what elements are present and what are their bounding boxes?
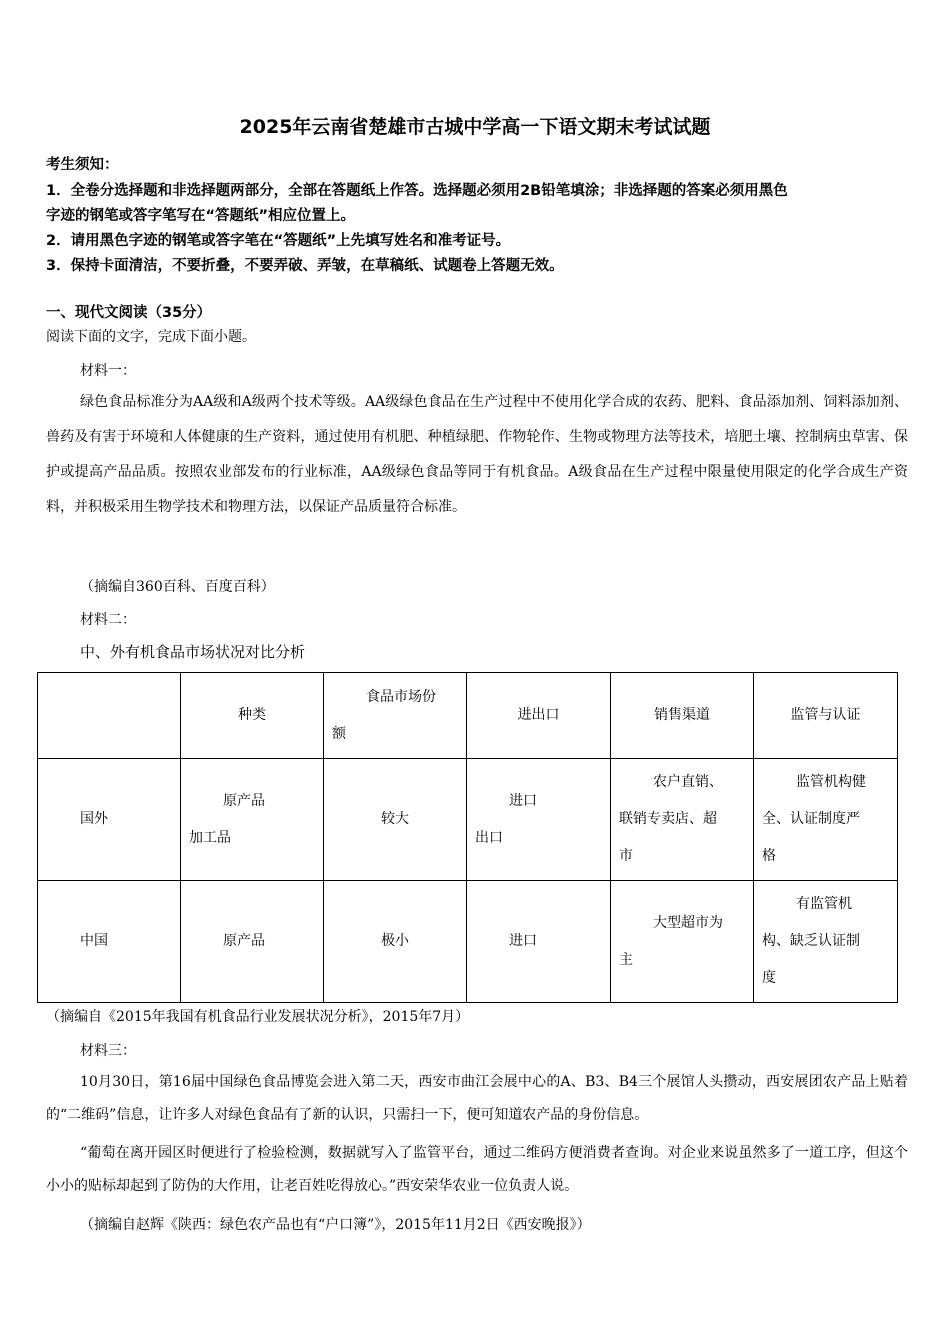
table-header-row bbox=[38, 673, 898, 759]
notice-item-1-line-2: 字迹的钢笔或答字笔写在“答题纸”相应位置上。 bbox=[46, 208, 356, 224]
notice-item-1-line-1: 1．全卷分选择题和非选择题两部分，全部在答题纸上作答。选择题必须用2B铅笔填涂；非选择题的答案必须用黑色 bbox=[46, 183, 788, 199]
section-heading-modern-reading: 一、现代文阅读（35分） bbox=[46, 305, 212, 321]
cell-channel-china-line-1: 大型超市为 bbox=[653, 914, 723, 931]
cell-channel-foreign-line-3: 市 bbox=[619, 848, 633, 864]
table-row-china bbox=[38, 881, 898, 1003]
material-1-label: 材料一： bbox=[80, 363, 136, 379]
cell-regulation-china-line-3: 度 bbox=[762, 970, 776, 986]
comparison-table bbox=[37, 672, 898, 1003]
table-row-foreign bbox=[38, 759, 898, 881]
cell-regulation-china-line-1: 有监管机 bbox=[796, 896, 852, 912]
material-1-text: 绿色食品标准分为AA级和A级两个技术等级。AA级绿色食品在生产过程中不使用化学合成的农药、肥料、食品添加剂、饲料添加剂、兽药及有害于环境和人体健康的生产资料，通过使用有机肥、种植绿肥、作物轮作、生物或物理方法等技术，培肥土壤、控制病虫草害、保护或提高产品品质。按照农业部发布的行业标准，AA级绿色食品等同于有机食品。A级食品在生产过程中限量使用限定的化学合成生产资料，并积极采用生物学技术和物理方法，以保证产品质量符合标准。 bbox=[46, 394, 908, 515]
cell-share-foreign: 较大 bbox=[324, 759, 467, 881]
reading-instruction: 阅读下面的文字，完成下面小题。 bbox=[46, 329, 256, 345]
material-2-label: 材料二： bbox=[80, 612, 136, 628]
header-share-line-2: 额 bbox=[332, 725, 346, 742]
cell-region-foreign: 国外 bbox=[38, 759, 181, 881]
material-2-source: （摘编自《2015年我国有机食品行业发展状况分析》，2015年7月） bbox=[46, 1009, 470, 1025]
header-cell-channel: 销售渠道 bbox=[611, 673, 754, 759]
notice-heading: 考生须知： bbox=[46, 157, 119, 173]
header-cell-type: 种类 bbox=[181, 673, 324, 759]
header-cell-empty bbox=[38, 673, 181, 759]
table-caption: 中、外有机食品市场状况对比分析 bbox=[80, 643, 306, 661]
cell-channel-foreign bbox=[611, 759, 754, 881]
cell-channel-foreign-line-1: 农户直销、 bbox=[653, 774, 723, 790]
header-share-line-1: 食品市场份 bbox=[366, 688, 436, 705]
cell-type-foreign-line-2: 加工品 bbox=[189, 829, 231, 846]
material-3-source: （摘编自赵辉《陕西：绿色农产品也有“户口簿”》，2015年11月2日《西安晚报》） bbox=[80, 1217, 591, 1233]
header-cell-regulation: 监管与认证 bbox=[754, 673, 898, 759]
cell-channel-china bbox=[611, 881, 754, 1003]
cell-type-foreign bbox=[181, 759, 324, 881]
header-cell-trade: 进出口 bbox=[467, 673, 611, 759]
header-cell-market-share bbox=[324, 673, 467, 759]
cell-channel-foreign-line-2: 联销专卖店、超 bbox=[619, 811, 717, 827]
cell-regulation-foreign-line-1: 监管机构健 bbox=[796, 774, 866, 790]
notice-item-3: 3．保持卡面清洁，不要折叠，不要弄破、弄皱，在草稿纸、试题卷上答题无效。 bbox=[46, 258, 564, 274]
cell-trade-foreign-line-2: 出口 bbox=[475, 829, 503, 846]
exam-title: 2025年云南省楚雄市古城中学高一下语文期末考试试题 bbox=[239, 116, 711, 138]
cell-type-foreign-line-1: 原产品 bbox=[223, 792, 265, 809]
cell-type-china: 原产品 bbox=[181, 881, 324, 1003]
cell-regulation-foreign-line-2: 全、认证制度严 bbox=[762, 811, 860, 827]
material-3-paragraph-2: “葡萄在离开园区时便进行了检验检测，数据就写入了监管平台，通过二维码方便消费者查询。对企业来说虽然多了一道工序，但这个小小的贴标却起到了防伪的大作用，让老百姓吃得放心。”西安荣华农业一位负责人说。 bbox=[46, 1145, 908, 1194]
notice-item-2: 2．请用黑色字迹的钢笔或答字笔在“答题纸”上先填写姓名和准考证号。 bbox=[46, 233, 511, 249]
cell-share-china: 极小 bbox=[324, 881, 467, 1003]
cell-regulation-china-line-2: 构、缺乏认证制 bbox=[762, 933, 860, 949]
cell-trade-foreign-line-1: 进口 bbox=[509, 792, 537, 809]
cell-trade-china: 进口 bbox=[467, 881, 611, 1003]
material-3-label: 材料三： bbox=[80, 1043, 136, 1059]
cell-regulation-foreign bbox=[754, 759, 898, 881]
cell-region-china: 中国 bbox=[38, 881, 181, 1003]
cell-channel-china-line-2: 主 bbox=[619, 951, 633, 968]
material-1-source: （摘编自360百科、百度百科） bbox=[80, 579, 275, 595]
cell-regulation-foreign-line-3: 格 bbox=[762, 848, 776, 864]
cell-trade-foreign bbox=[467, 759, 611, 881]
material-3-paragraph-1: 10月30日，第16届中国绿色食品博览会进入第二天，西安市曲江会展中心的A、B3、B4三个展馆人头攒动，西安展团农产品上贴着的“二维码”信息，让许多人对绿色食品有了新的认识，只需扫一下，便可知道农产品的身份信息。 bbox=[46, 1074, 908, 1123]
cell-regulation-china bbox=[754, 881, 898, 1003]
